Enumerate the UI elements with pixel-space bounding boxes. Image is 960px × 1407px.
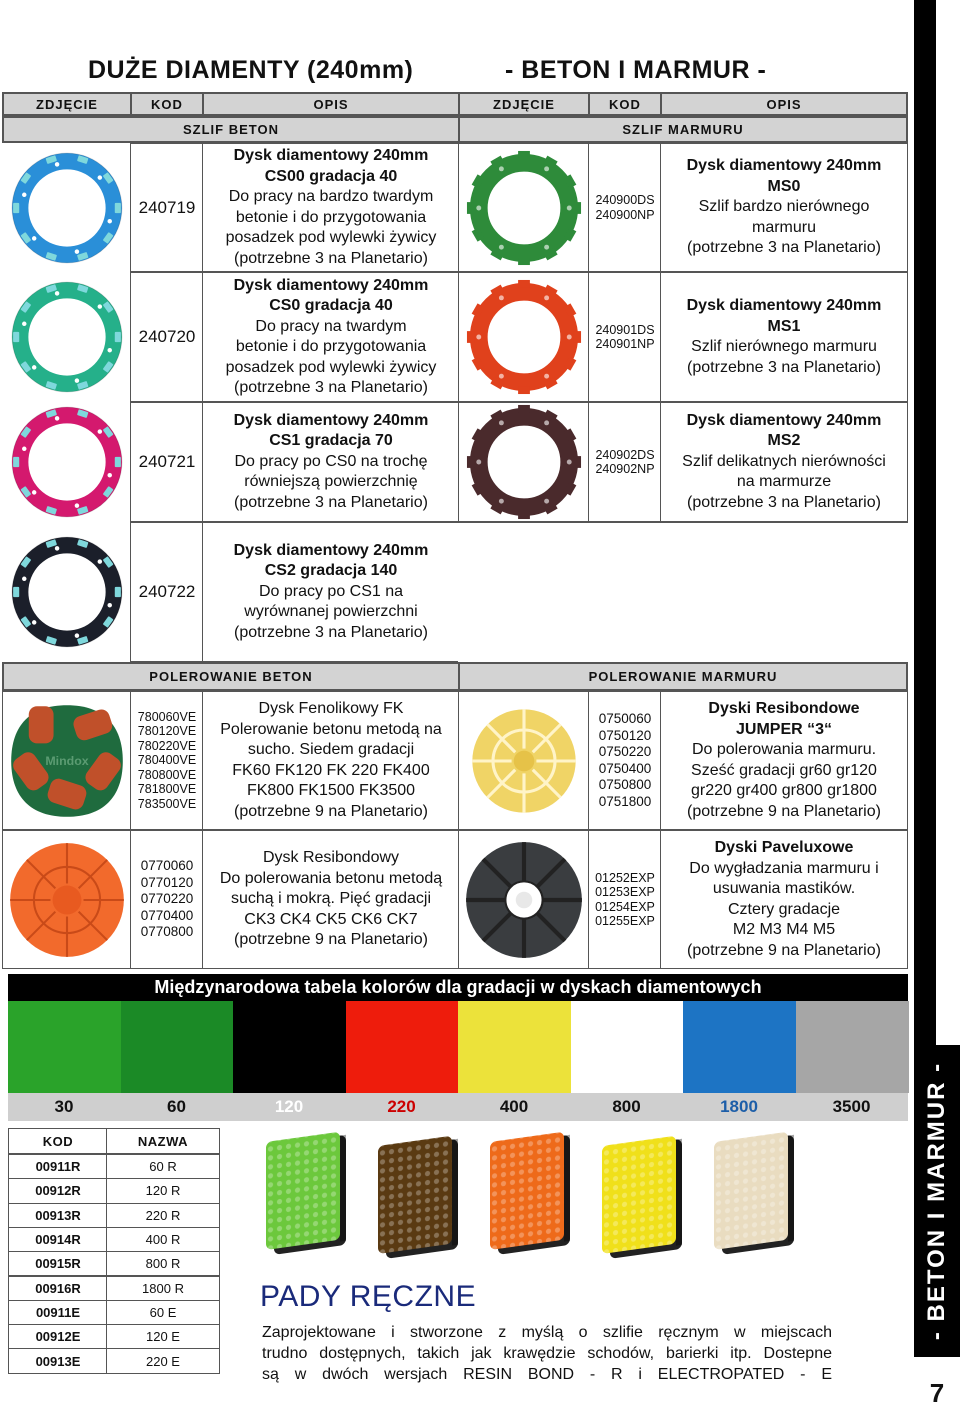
- table-cell-kod: 00914R: [8, 1227, 108, 1252]
- disc-photo-cell: [458, 143, 590, 272]
- description-line: CK3 CK4 CK5 CK6 CK7: [244, 910, 418, 928]
- code-line: 780400VE: [137, 753, 197, 768]
- code-list: [595, 323, 654, 352]
- description-text: [687, 296, 882, 378]
- code-list: [141, 858, 194, 941]
- description-line: betonie i do przygotowania: [235, 338, 427, 355]
- product-name: Dysk diamentowy 240mm: [686, 157, 882, 175]
- description-line: marmuru: [751, 218, 816, 236]
- product-code: 240719: [130, 143, 204, 272]
- disc-image: [6, 401, 128, 523]
- description-line: (potrzebne 9 na Planetario): [687, 941, 881, 959]
- product-code: 240721: [130, 402, 204, 522]
- code-line: 0750220: [598, 744, 652, 759]
- description-line: FK60 FK120 FK 220 FK400: [232, 761, 430, 779]
- table-cell-kod: 00912R: [8, 1178, 108, 1203]
- color-swatch: [346, 1001, 459, 1093]
- description-line: (potrzebne 3 na Planetario): [234, 493, 428, 511]
- description-line: Do wygładzania marmuru i: [689, 859, 879, 877]
- product-description: [202, 830, 460, 969]
- table-cell-nazwa: 120 R: [106, 1178, 220, 1203]
- hand-pad: [714, 1131, 794, 1256]
- grade-label: 60: [167, 1097, 186, 1116]
- code-line: 0750060: [598, 711, 652, 726]
- pady-description: [262, 1322, 832, 1385]
- description-line: posadzek pod wylewki żywicy: [225, 358, 437, 376]
- header-kod: KOD: [8, 1128, 108, 1154]
- section-szlif-beton: SZLIF BETON: [2, 116, 460, 143]
- section-polerowanie-marmuru: POLEROWANIE MARMURU: [458, 662, 908, 691]
- color-swatch: [233, 1001, 346, 1093]
- code-line: 01252EXP: [595, 870, 655, 885]
- code-list: [595, 448, 654, 477]
- disc-photo-cell: [2, 143, 132, 272]
- description-line: Do pracy po CS0 na trochę: [234, 452, 428, 470]
- product-name: Dysk diamentowy 240mm: [233, 411, 429, 429]
- description-line: gr220 gr400 gr800 gr1800: [691, 782, 877, 799]
- code-line: 0770400: [140, 907, 194, 923]
- page-subtitle: - BETON I MARMUR -: [505, 56, 767, 84]
- description-line: (potrzebne 9 na Planetario): [234, 931, 428, 949]
- product-code: [130, 830, 204, 969]
- description-text: [687, 156, 882, 259]
- table-cell-kod: 00915R: [8, 1251, 108, 1276]
- hand-pad: [602, 1135, 682, 1260]
- product-name: Dyski Paveluxowe: [714, 839, 854, 856]
- code-line: 240900DS: [595, 193, 655, 207]
- product-name: Dysk diamentowy 240mm: [233, 147, 429, 164]
- description-line: (potrzebne 3 na Planetario): [234, 623, 428, 641]
- disc-image: [463, 149, 585, 267]
- pad-image: [462, 699, 586, 823]
- header-opis-right: OPIS: [660, 92, 908, 116]
- product-name: MS2: [767, 432, 801, 450]
- description-line: betonie i do przygotowania: [235, 208, 427, 226]
- code-line: 240902DS: [595, 447, 655, 462]
- page-number: 7: [929, 1378, 945, 1407]
- disc-image: [6, 147, 128, 269]
- product-name: MS0: [767, 177, 801, 195]
- sidebar-bar: [914, 0, 936, 1045]
- code-line: 240901NP: [595, 337, 655, 351]
- hand-pad: [378, 1135, 458, 1260]
- description-line: (potrzebne 3 na Planetario): [687, 239, 881, 257]
- product-code: [588, 402, 662, 522]
- description-line: Do pracy po CS1 na: [258, 582, 404, 600]
- description-line: Do polerowania marmuru.: [691, 741, 877, 758]
- table-cell-kod: 00916R: [8, 1276, 108, 1301]
- hand-pad: [266, 1131, 346, 1256]
- description-text: [226, 146, 437, 269]
- product-description: [660, 691, 908, 830]
- product-name: Dyski Resibondowe: [708, 700, 860, 717]
- description-line: Dysk Fenolikowy FK: [258, 700, 404, 717]
- product-code: 240720: [130, 272, 204, 402]
- description-line: (potrzebne 3 na Planetario): [234, 379, 428, 396]
- code-line: 783500VE: [137, 796, 197, 811]
- code-line: 240901DS: [595, 322, 655, 337]
- product-description: [660, 830, 908, 969]
- code-line: 781800VE: [137, 782, 197, 797]
- product-name: Dysk diamentowy 240mm: [233, 541, 429, 559]
- product-code: 240722: [130, 522, 204, 662]
- header-zdjecie-right: ZDJĘCIE: [458, 92, 590, 116]
- pad-photo-cell: [2, 830, 132, 969]
- section-szlif-marmuru: SZLIF MARMURU: [458, 116, 908, 143]
- code-line: 240900NP: [595, 207, 655, 222]
- description-text: [220, 848, 442, 951]
- table-cell-kod: 00913E: [8, 1348, 108, 1373]
- disc-image: [463, 278, 585, 396]
- grade-label: 220: [387, 1097, 416, 1116]
- product-description: [660, 143, 908, 272]
- description-line: Cztery gradacje: [727, 900, 841, 918]
- product-name: CS0 gradacja 40: [269, 297, 393, 314]
- description-line: M2 M3 M4 M5: [732, 921, 836, 938]
- color-swatch: [8, 1001, 121, 1093]
- product-name: Dysk diamentowy 240mm: [233, 276, 429, 294]
- code-line: 0751800: [598, 793, 652, 809]
- code-list: [595, 871, 655, 929]
- description-line: Dysk Resibondowy: [262, 849, 400, 867]
- table-cell-nazwa: 220 E: [106, 1348, 220, 1373]
- table-cell-nazwa: 400 R: [106, 1227, 220, 1252]
- disc-photo-cell: [2, 272, 132, 402]
- description-line: na marmurze: [736, 473, 832, 491]
- pady-line: trudno dostępnych, takich jak krawędzie schodów, barierki itp. Dostepne: [262, 1345, 832, 1362]
- description-text: [226, 276, 437, 399]
- table-cell-nazwa: 220 R: [106, 1203, 220, 1228]
- product-name: MS1: [767, 317, 801, 335]
- product-description: [202, 691, 460, 830]
- code-line: 0770800: [140, 924, 194, 940]
- pady-line: są w dwóch wersjach RESIN BOND - R i ELECTROPATED - E: [262, 1366, 832, 1383]
- product-description: [660, 402, 908, 522]
- code-line: 780220VE: [137, 738, 197, 753]
- color-table-title: Międzynarodowa tabela kolorów dla gradacji w dyskach diamentowych: [8, 974, 908, 1001]
- disc-photo-cell: [458, 402, 590, 522]
- description-line: sucho. Siedem gradacji: [247, 741, 415, 758]
- pad-image: [5, 838, 129, 962]
- description-line: równiejszą powierzchnię: [244, 473, 418, 491]
- description-line: Sześć gradacji gr60 gr120: [691, 761, 877, 779]
- table-cell-kod: 00913R: [8, 1203, 108, 1228]
- page-title: DUŻE DIAMENTY (240mm): [88, 56, 414, 84]
- sidebar-label: - BETON I MARMUR -: [923, 1061, 951, 1341]
- description-line: usuwania mastików.: [712, 880, 856, 897]
- code-line: 0770060: [140, 858, 194, 874]
- description-line: Do pracy na twardym: [255, 317, 407, 335]
- pad-photo-cell: [458, 691, 590, 830]
- description-line: FK800 FK1500 FK3500: [246, 782, 416, 799]
- grade-label: 800: [612, 1097, 641, 1116]
- table-cell-nazwa: 60 E: [106, 1300, 220, 1325]
- header-nazwa: NAZWA: [106, 1128, 220, 1154]
- description-line: Szlif nierównego marmuru: [691, 338, 877, 355]
- pad-image: [462, 838, 586, 962]
- code-line: 01253EXP: [595, 885, 655, 899]
- color-swatch: [121, 1001, 234, 1093]
- description-line: (potrzebne 9 na Planetario): [234, 802, 428, 820]
- product-code: [130, 691, 204, 830]
- color-swatch: [571, 1001, 684, 1093]
- header-opis-left: OPIS: [202, 92, 460, 116]
- code-line: 780060VE: [137, 709, 197, 724]
- code-line: 0750400: [598, 760, 652, 776]
- description-line: Szlif bardzo nierównego: [698, 198, 870, 216]
- header-kod-right: KOD: [588, 92, 662, 116]
- product-name: Dysk diamentowy 240mm: [686, 411, 882, 429]
- description-text: [687, 699, 881, 822]
- product-name: CS00 gradacja 40: [264, 167, 398, 185]
- code-line: 01255EXP: [595, 914, 655, 928]
- product-description: [202, 143, 460, 272]
- product-name: CS1 gradacja 70: [269, 432, 393, 450]
- description-line: wyrównanej powierzchni: [244, 603, 418, 621]
- product-description: [660, 272, 908, 402]
- description-line: (potrzebne 9 na Planetario): [687, 802, 881, 820]
- table-cell-nazwa: 120 E: [106, 1324, 220, 1349]
- pady-title: PADY RĘCZNE: [260, 1280, 477, 1313]
- code-list: [599, 711, 652, 810]
- color-swatch: [683, 1001, 796, 1093]
- header-zdjecie-left: ZDJĘCIE: [2, 92, 132, 116]
- table-cell-nazwa: 1800 R: [106, 1276, 220, 1301]
- code-line: 240902NP: [595, 462, 655, 476]
- sidebar-tab: [914, 1045, 960, 1357]
- pad-photo-cell: [458, 830, 590, 969]
- description-line: (potrzebne 3 na Planetario): [687, 493, 881, 511]
- disc-image: [6, 531, 128, 653]
- product-code: [588, 143, 662, 272]
- product-description: [202, 402, 460, 522]
- disc-photo-cell: [2, 522, 132, 662]
- pad-image: [5, 699, 129, 823]
- table-cell-nazwa: 800 R: [106, 1251, 220, 1276]
- description-text: [234, 541, 429, 644]
- product-name: Dysk diamentowy 240mm: [686, 297, 882, 314]
- code-line: 780800VE: [137, 767, 197, 782]
- product-name: JUMPER “3“: [735, 720, 833, 738]
- product-code: [588, 691, 662, 830]
- description-line: posadzek pod wylewki żywicy: [225, 229, 437, 246]
- product-code: [588, 272, 662, 402]
- pad-photo-cell: [2, 691, 132, 830]
- description-line: (potrzebne 3 na Planetario): [234, 249, 428, 267]
- grade-label: 400: [499, 1097, 529, 1116]
- description-line: (potrzebne 3 na Planetario): [687, 358, 881, 376]
- table-cell-kod: 00911E: [8, 1300, 108, 1325]
- brand-mark: Mindox: [45, 753, 89, 768]
- description-line: Polerowanie betonu metodą na: [220, 720, 442, 738]
- disc-photo-cell: [458, 272, 590, 402]
- description-line: Szlif delikatnych nierówności: [682, 452, 886, 470]
- grade-label: 30: [54, 1097, 74, 1116]
- code-line: 01254EXP: [595, 899, 655, 914]
- code-list: [595, 193, 654, 222]
- table-cell-kod: 00912E: [8, 1324, 108, 1349]
- code-line: 0750800: [598, 777, 652, 792]
- code-line: 0770120: [140, 874, 194, 890]
- grade-label: 3500: [832, 1097, 871, 1116]
- description-text: [234, 411, 429, 514]
- description-text: [682, 411, 886, 514]
- product-code: [588, 830, 662, 969]
- table-cell-kod: 00911R: [8, 1154, 108, 1179]
- product-name: CS2 gradacja 140: [264, 562, 398, 580]
- product-description: [202, 522, 460, 662]
- disc-image: [6, 276, 128, 398]
- description-text: [220, 699, 442, 822]
- disc-photo-cell: [2, 402, 132, 522]
- code-line: 0770220: [140, 891, 194, 907]
- color-swatch: [796, 1001, 909, 1093]
- hand-pad: [490, 1131, 570, 1256]
- pady-line: Zaprojektowane i stworzone z myślą o szlifie ręcznym w miejscach: [262, 1324, 832, 1341]
- empty-area: [458, 522, 908, 662]
- grade-label: 120: [274, 1097, 304, 1116]
- description-line: Do polerowania betonu metodą: [219, 869, 443, 887]
- code-list: [138, 710, 196, 812]
- description-text: [687, 838, 881, 961]
- product-description: [202, 272, 460, 402]
- description-line: suchą i mokrą. Pięć gradacji: [230, 890, 432, 908]
- color-swatch: [458, 1001, 571, 1093]
- table-cell-nazwa: 60 R: [106, 1154, 220, 1179]
- disc-image: [463, 403, 585, 521]
- code-line: 780120VE: [137, 724, 197, 739]
- header-kod-left: KOD: [130, 92, 204, 116]
- hand-pads-image: [258, 1128, 818, 1278]
- grade-label: 1800: [720, 1097, 758, 1116]
- code-line: 0750120: [598, 727, 652, 743]
- description-line: Do pracy na bardzo twardym: [228, 188, 434, 205]
- section-polerowanie-beton: POLEROWANIE BETON: [2, 662, 460, 691]
